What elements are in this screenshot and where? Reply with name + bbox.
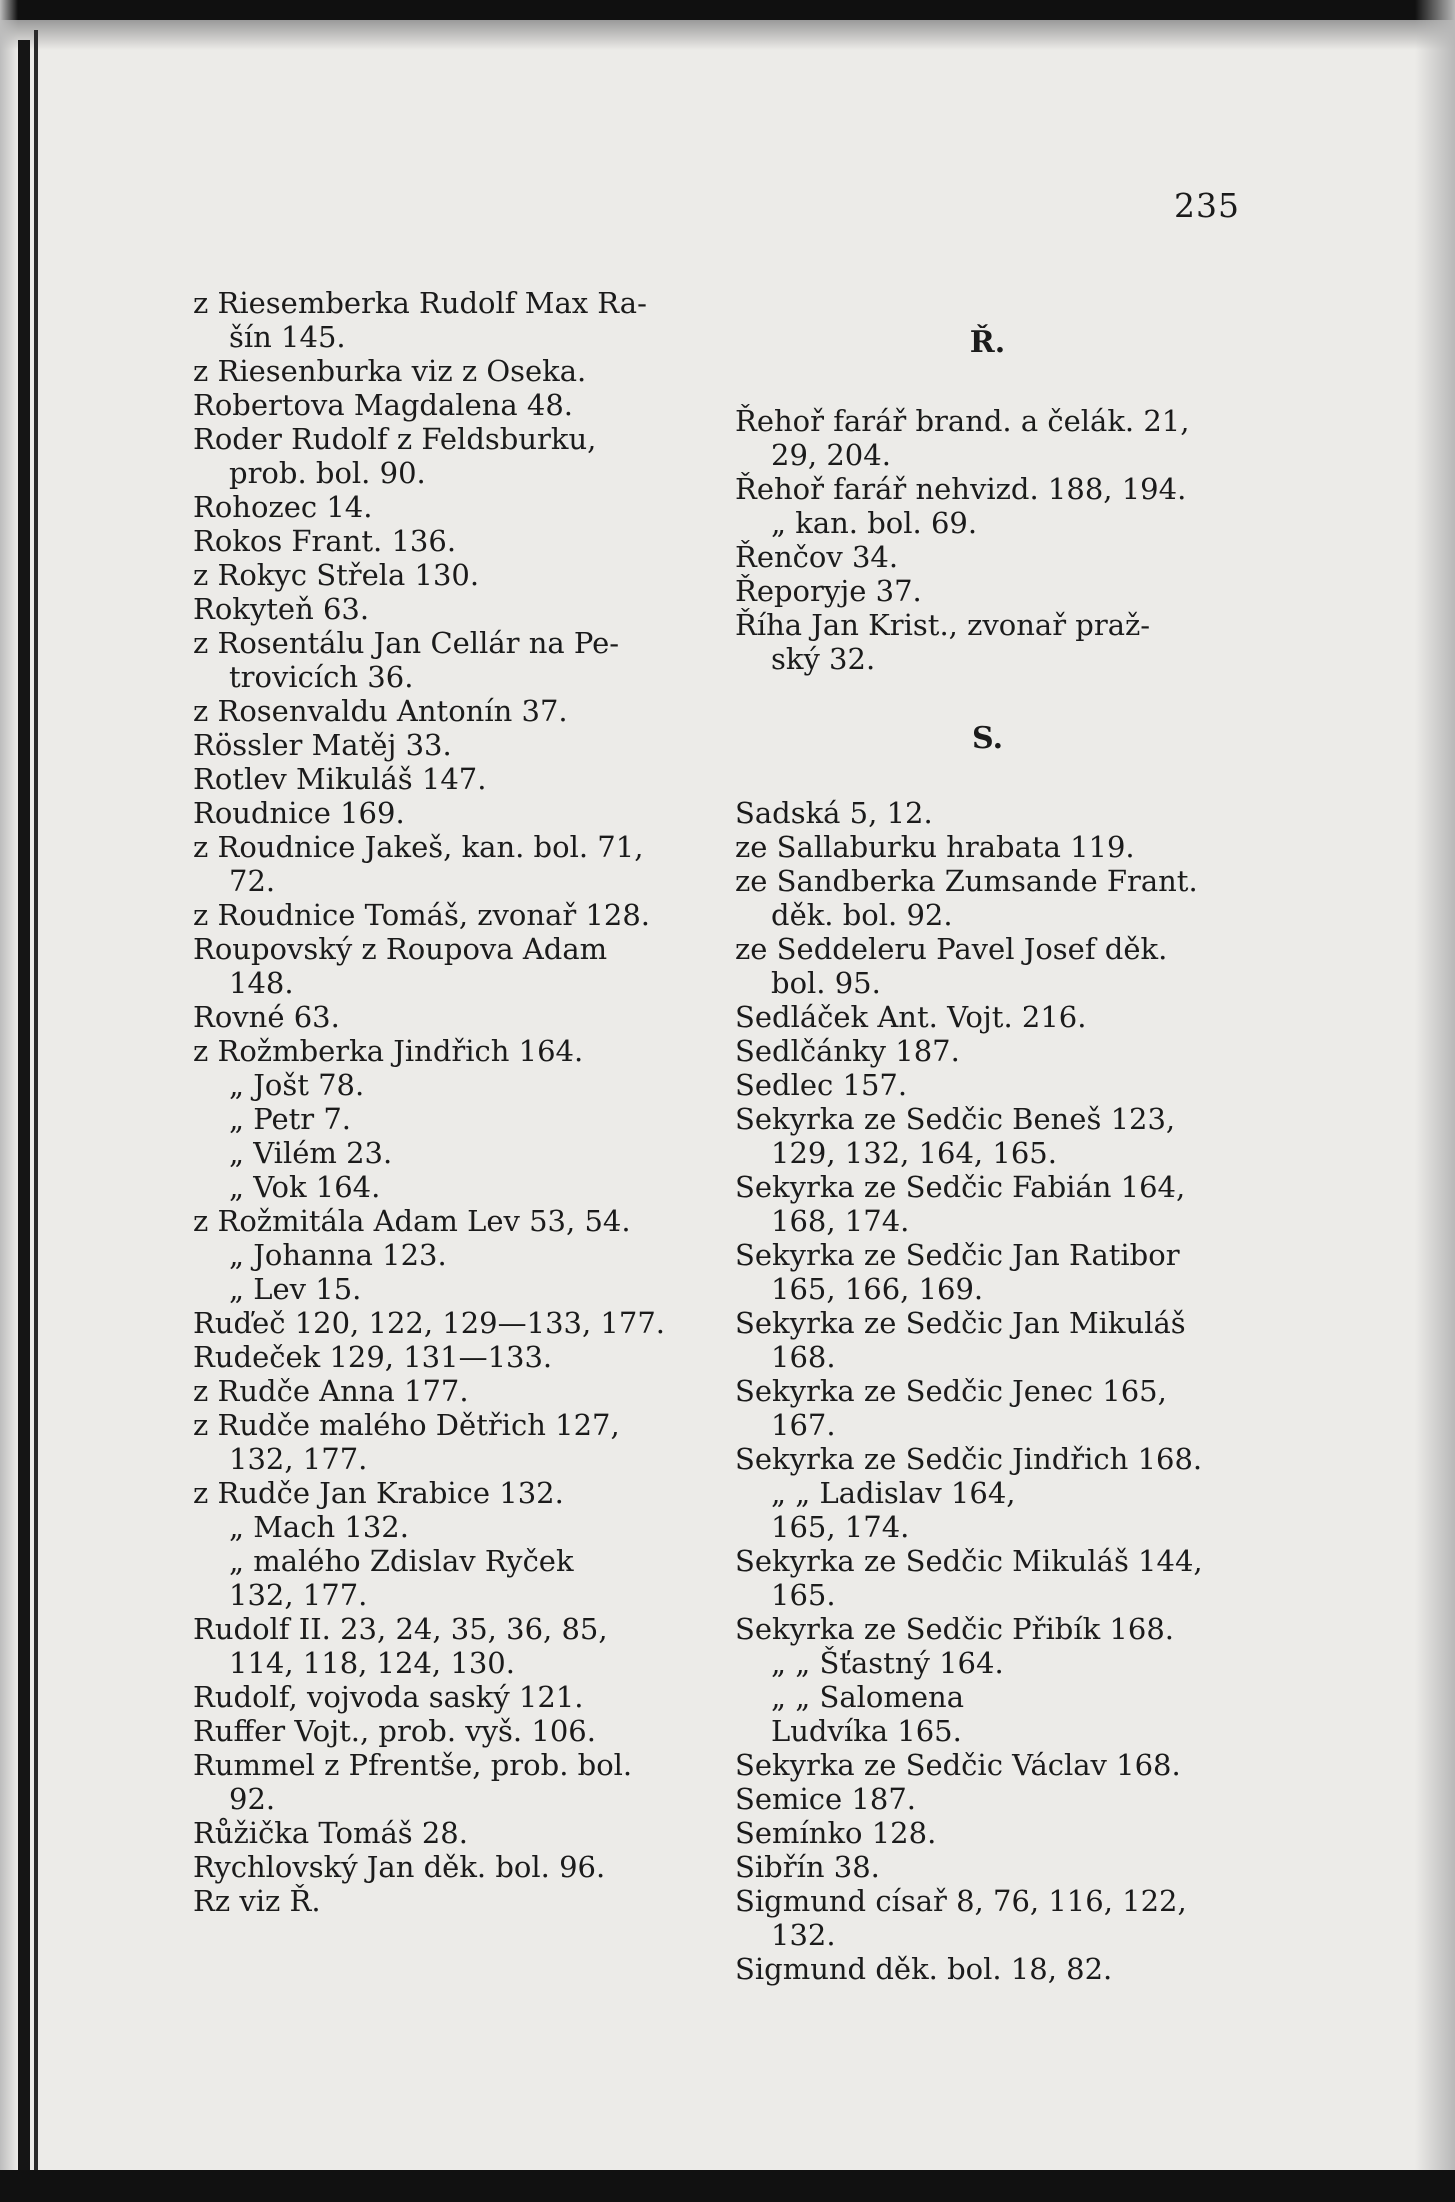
index-entry-line: „ Vok 164. <box>229 1170 381 1204</box>
index-entry-line: Robertova Magdalena 48. <box>193 388 574 422</box>
index-entry <box>735 1374 1240 1442</box>
index-entry-line: Řenčov 34. <box>735 540 899 574</box>
index-entry-line: Sibřín 38. <box>735 1850 880 1884</box>
index-entry-continuation: děk. bol. 92. <box>771 898 953 932</box>
index-entry-continuation: bol. 95. <box>771 966 881 1000</box>
index-entry <box>193 762 693 796</box>
index-entry-line: Říha Jan Krist., zvonař praž- <box>735 608 1151 642</box>
index-entry-continuation: trovicích 36. <box>229 660 414 694</box>
index-entry <box>193 592 693 626</box>
scan-border-top <box>0 0 1455 20</box>
index-entry-continuation: 168. <box>771 1340 836 1374</box>
index-entry-line: Sigmund císař 8, 76, 116, 122, <box>735 1884 1187 1918</box>
index-entry <box>735 1000 1240 1034</box>
index-entry-line: Sekyrka ze Sedčic Mikuláš 144, <box>735 1544 1203 1578</box>
index-entry-line: „ Lev 15. <box>229 1272 362 1306</box>
index-entry <box>735 1034 1240 1068</box>
index-entry <box>193 1272 693 1306</box>
index-entry-line: Rovné 63. <box>193 1000 340 1034</box>
book-spine-line <box>34 30 38 2170</box>
index-entry <box>735 1782 1240 1816</box>
index-entry-line: Rokyteň 63. <box>193 592 370 626</box>
section-r-entries <box>735 404 1240 676</box>
index-entry <box>735 1646 1240 1680</box>
section-s-entries <box>735 796 1240 1986</box>
index-entry-continuation: 29, 204. <box>771 438 891 472</box>
page-number: 235 <box>1174 186 1240 225</box>
index-entry-continuation: 132, 177. <box>229 1578 368 1612</box>
index-entry <box>193 796 693 830</box>
index-entry-line: Roder Rudolf z Feldsburku, <box>193 422 597 456</box>
index-entry <box>735 1102 1240 1170</box>
index-entry-line: „ Vilém 23. <box>229 1136 393 1170</box>
index-entry <box>735 1850 1240 1884</box>
index-entry <box>193 1408 693 1476</box>
index-entry-line: „ Mach 132. <box>229 1510 409 1544</box>
index-entry-line: Sekyrka ze Sedčic Jan Ratibor <box>735 1238 1180 1272</box>
index-entry <box>735 1476 1240 1544</box>
index-entry-line: z Rosenvaldu Antonín 37. <box>193 694 568 728</box>
scan-shadow-top <box>0 20 1455 50</box>
index-entry <box>193 1680 693 1714</box>
index-entry <box>193 490 693 524</box>
index-entry-line: Rokos Frant. 136. <box>193 524 457 558</box>
index-entry <box>193 1884 693 1918</box>
index-entry-line: „ „ Salomena <box>771 1680 965 1714</box>
index-entry-line: Řehoř farář nehvizd. 188, 194. <box>735 472 1187 506</box>
index-entry-line: z Roudnice Jakeš, kan. bol. 71, <box>193 830 644 864</box>
index-entry-line: Sekyrka ze Sedčic Jindřich 168. <box>735 1442 1203 1476</box>
index-entry-line: z Riesenburka viz z Oseka. <box>193 354 587 388</box>
index-entry <box>193 388 693 422</box>
index-entry-continuation: 148. <box>229 966 294 1000</box>
index-entry <box>193 830 693 898</box>
book-spine-edge <box>18 40 30 2170</box>
index-entry-line: Sekyrka ze Sedčic Jenec 165, <box>735 1374 1167 1408</box>
index-entry-continuation: 72. <box>229 864 276 898</box>
index-entry <box>193 558 693 592</box>
index-entry-line: ze Sallaburku hrabata 119. <box>735 830 1135 864</box>
index-entry <box>735 1680 1240 1748</box>
index-entry <box>193 1034 693 1068</box>
index-entry-line: Rummel z Pfrentše, prob. bol. <box>193 1748 633 1782</box>
index-entry-line: ze Seddeleru Pavel Josef děk. <box>735 932 1168 966</box>
index-entry-line: z Roudnice Tomáš, zvonař 128. <box>193 898 651 932</box>
index-entry <box>193 728 693 762</box>
index-entry <box>193 1544 693 1612</box>
index-entry-line: ze Sandberka Zumsande Frant. <box>735 864 1198 898</box>
index-entry-line: „ „ Šťastný 164. <box>771 1646 1004 1680</box>
index-entry <box>735 1612 1240 1646</box>
index-entry <box>193 1612 693 1680</box>
index-entry <box>735 1068 1240 1102</box>
index-entry-line: Rohozec 14. <box>193 490 373 524</box>
index-entry-continuation: Ludvíka 165. <box>771 1714 962 1748</box>
index-entry-line: z Rokyc Střela 130. <box>193 558 480 592</box>
index-entry-line: Roupovský z Roupova Adam <box>193 932 608 966</box>
index-entry <box>193 898 693 932</box>
index-entry <box>735 1544 1240 1612</box>
index-entry-line: Semínko 128. <box>735 1816 937 1850</box>
index-entry-continuation: 92. <box>229 1782 276 1816</box>
index-entry-continuation: 167. <box>771 1408 836 1442</box>
index-entry-line: z Rožmberka Jindřich 164. <box>193 1034 584 1068</box>
index-entry <box>193 286 693 354</box>
index-entry-line: Sadská 5, 12. <box>735 796 933 830</box>
index-entry <box>193 1714 693 1748</box>
index-entry <box>193 626 693 694</box>
index-entry <box>193 1850 693 1884</box>
index-entry <box>735 932 1240 1000</box>
index-entry <box>193 1748 693 1816</box>
section-heading-r: Ř. <box>969 325 1006 360</box>
index-entry-line: „ malého Zdislav Ryček <box>229 1544 574 1578</box>
index-entry-line: Sekyrka ze Sedčic Přibík 168. <box>735 1612 1175 1646</box>
index-entry <box>735 574 1240 608</box>
index-entry <box>735 404 1240 472</box>
index-entry-line: Sekyrka ze Sedčic Jan Mikuláš <box>735 1306 1186 1340</box>
index-entry <box>193 1136 693 1170</box>
index-entry <box>193 932 693 1000</box>
index-entry-line: z Rožmitála Adam Lev 53, 54. <box>193 1204 631 1238</box>
index-entry <box>193 1340 693 1374</box>
index-entry <box>193 694 693 728</box>
index-entry-line: Rudolf II. 23, 24, 35, 36, 85, <box>193 1612 608 1646</box>
index-entry-line: z Riesemberka Rudolf Max Ra- <box>193 286 647 320</box>
index-entry <box>735 1748 1240 1782</box>
index-entry-continuation: 114, 118, 124, 130. <box>229 1646 515 1680</box>
index-entry-line: „ „ Ladislav 164, <box>771 1476 1016 1510</box>
index-entry-line: Růžička Tomáš 28. <box>193 1816 468 1850</box>
scan-shadow-left <box>0 0 18 2202</box>
index-entry <box>735 864 1240 932</box>
index-entry <box>735 1306 1240 1374</box>
index-entry-continuation: 129, 132, 164, 165. <box>771 1136 1057 1170</box>
index-entry-line: z Rudče Anna 177. <box>193 1374 469 1408</box>
index-entry-line: Semice 187. <box>735 1782 916 1816</box>
index-entry-continuation: 168, 174. <box>771 1204 910 1238</box>
index-entry <box>735 1884 1240 1952</box>
index-entry-continuation: prob. bol. 90. <box>229 456 426 490</box>
index-entry <box>735 472 1240 506</box>
index-entry <box>193 1102 693 1136</box>
index-entry-line: Rotlev Mikuláš 147. <box>193 762 487 796</box>
index-entry <box>193 354 693 388</box>
index-entry-line: Sedláček Ant. Vojt. 216. <box>735 1000 1087 1034</box>
index-entry-line: Rychlovský Jan děk. bol. 96. <box>193 1850 606 1884</box>
index-entry-line: Ruďeč 120, 122, 129—133, 177. <box>193 1306 665 1340</box>
index-entry-continuation: 165, 166, 169. <box>771 1272 984 1306</box>
index-entry-line: „ Johanna 123. <box>229 1238 447 1272</box>
index-entry <box>735 506 1240 540</box>
index-entry <box>735 1816 1240 1850</box>
index-entry <box>193 422 693 490</box>
index-entry <box>193 1476 693 1510</box>
index-entry <box>735 1170 1240 1238</box>
index-entry <box>193 1204 693 1238</box>
index-entry-continuation: 132, 177. <box>229 1442 368 1476</box>
index-entry <box>193 1000 693 1034</box>
index-entry-line: Rudeček 129, 131—133. <box>193 1340 553 1374</box>
index-entry-line: Sekyrka ze Sedčic Fabián 164, <box>735 1170 1186 1204</box>
section-heading-s: S. <box>971 721 1004 756</box>
index-entry-line: Sigmund děk. bol. 18, 82. <box>735 1952 1113 1986</box>
index-entry <box>193 1510 693 1544</box>
index-entry-line: „ kan. bol. 69. <box>771 506 978 540</box>
index-column-right <box>735 286 1240 1986</box>
index-entry-line: Sekyrka ze Sedčic Beneš 123, <box>735 1102 1176 1136</box>
index-entry-line: Rudolf, vojvoda saský 121. <box>193 1680 584 1714</box>
index-entry <box>735 540 1240 574</box>
index-entry <box>735 796 1240 830</box>
index-entry <box>193 1374 693 1408</box>
index-entry <box>193 1306 693 1340</box>
index-entry <box>193 1816 693 1850</box>
index-entry <box>735 830 1240 864</box>
index-entry-line: z Rudče Jan Krabice 132. <box>193 1476 564 1510</box>
index-entry <box>193 524 693 558</box>
scan-border-bottom <box>0 2170 1455 2202</box>
index-entry-continuation: ský 32. <box>771 642 876 676</box>
index-entry-line: Sedlčánky 187. <box>735 1034 960 1068</box>
index-entry-line: Ruffer Vojt., prob. vyš. 106. <box>193 1714 596 1748</box>
index-entry-continuation: 165, 174. <box>771 1510 910 1544</box>
index-entry-line: „ Jošt 78. <box>229 1068 365 1102</box>
index-entry <box>735 1238 1240 1306</box>
index-entry-line: Rz viz Ř. <box>193 1884 321 1918</box>
index-entry-line: Rössler Matěj 33. <box>193 728 452 762</box>
index-entry <box>735 1952 1240 1986</box>
index-entry-line: Řehoř farář brand. a čelák. 21, <box>735 404 1190 438</box>
index-entry-line: Roudnice 169. <box>193 796 405 830</box>
index-entry <box>735 1442 1240 1476</box>
index-entry <box>193 1068 693 1102</box>
index-column-left <box>193 286 693 1918</box>
index-entry-line: z Rosentálu Jan Cellár na Pe- <box>193 626 620 660</box>
index-entry <box>193 1238 693 1272</box>
index-entry-continuation: 132. <box>771 1918 836 1952</box>
index-entry-line: z Rudče malého Dětřich 127, <box>193 1408 620 1442</box>
scan-shadow-right <box>1415 0 1455 2202</box>
index-entry-line: „ Petr 7. <box>229 1102 352 1136</box>
index-entry-continuation: 165. <box>771 1578 836 1612</box>
index-entry <box>735 608 1240 676</box>
index-entry-line: Sedlec 157. <box>735 1068 908 1102</box>
index-entry-continuation: šín 145. <box>229 320 346 354</box>
index-entry <box>193 1170 693 1204</box>
index-entry-line: Řeporyje 37. <box>735 574 922 608</box>
index-entry-line: Sekyrka ze Sedčic Václav 168. <box>735 1748 1181 1782</box>
